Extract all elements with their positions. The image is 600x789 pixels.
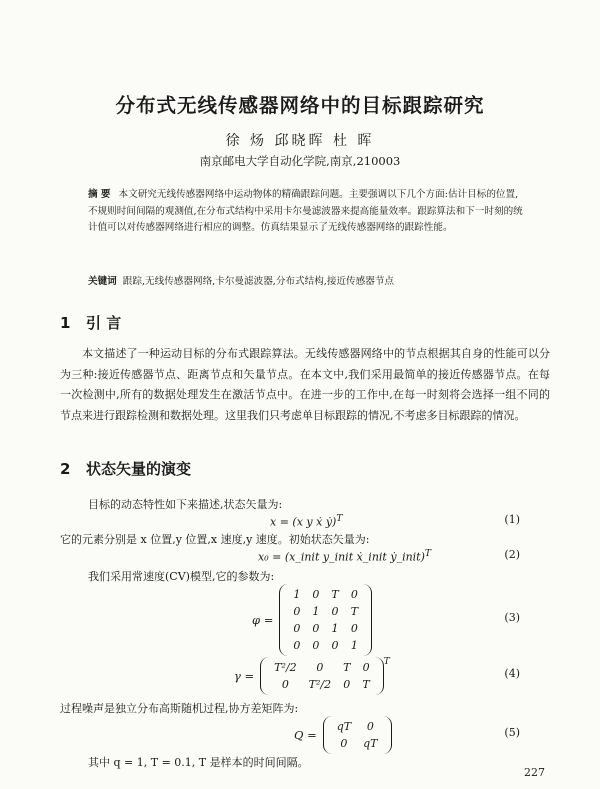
intro-paragraph: 本文描述了一种运动目标的分布式跟踪算法。无线传感器网络中的节点根据其自身的性能可以分为三种:接近传感器节点、距离节点和矢量节点。在本文中,我们采用最简单的接近传感器节点。在每一次检测中,所有的数据处理发生在激活节点中。在进一步的工作中,在每一时刻将会选择一组不同的节点来进行跟踪检测和数据处理。这里我们只考虑单目标跟踪的情况,不考虑多目标跟踪的情况。: [60, 347, 550, 422]
section2-line-5: 其中 q = 1, T = 0.1, T 是样本的时间间隔。: [88, 756, 309, 769]
q-matrix: qT 0 0 qT: [323, 716, 392, 754]
phi-lhs: φ =: [252, 613, 274, 627]
section2-line-1: 目标的动态特性如下来描述,状态矢量为:: [88, 498, 283, 511]
abstract-text: 本文研究无线传感器网络中运动物体的精确跟踪问题。主要强调以下几个方面:估计目标的位置,不规则时间间隔的观测值,在分布式结构中采用卡尔曼滤波器来提高能量效率。跟踪算法和下一时刻的统计值可以对传感器网络进行相应的调整。仿真结果显示了无线传感器网络的跟踪性能。: [88, 189, 523, 233]
gamma-transpose: T: [383, 657, 390, 667]
equation-number-2: (2): [504, 548, 520, 561]
equation-number-1: (1): [504, 513, 520, 526]
phi-matrix: 1 0 T 0 0 1 0 T 0 0 1 0 0 0 0 1: [279, 584, 372, 656]
gamma-lhs: γ =: [234, 669, 255, 683]
page-number: 227: [524, 766, 545, 779]
section-number: 1: [60, 314, 71, 332]
section-heading-2: [60, 458, 191, 479]
section-heading-1: [60, 312, 121, 333]
q-lhs: Q =: [294, 728, 317, 742]
gamma-matrix: T²/2 0 T 0 0 T²/2 0 T: [260, 657, 384, 695]
equation-number-4: (4): [504, 667, 520, 680]
keywords-label: 关键词: [88, 276, 117, 287]
section2-line-2: 它的元素分别是 x 位置,y 位置,x 速度,y 速度。初始状态矢量为:: [60, 533, 370, 546]
section-number: 2: [60, 460, 71, 478]
abstract-label: 摘 要: [88, 189, 111, 200]
keywords-block: [88, 273, 528, 287]
paper-title: 分布式无线传感器网络中的目标跟踪研究: [115, 94, 485, 117]
equation-3: [252, 584, 372, 656]
section2-line-3: 我们采用常速度(CV)模型,它的参数为:: [88, 570, 275, 583]
paper-affiliation: 南京邮电大学自动化学院,南京,210003: [199, 154, 401, 168]
section2-line-4: 过程噪声是独立分布高斯随机过程,协方差矩阵为:: [60, 702, 299, 715]
paper-authors: 徐 炀 邱晓晖 杜 晖: [225, 133, 375, 149]
equation-4: [234, 657, 390, 695]
abstract-block: [88, 187, 526, 237]
section-title: 状态矢量的演变: [86, 460, 192, 478]
keywords-text: 跟踪,无线传感器网络,卡尔曼滤波器,分布式结构,接近传感器节点: [122, 276, 395, 287]
equation-number-3: (3): [504, 611, 520, 624]
equation-1: x = (x y ẋ ẏ)$^T$: [270, 513, 343, 529]
equation-2: x₀ = (x_init y_init ẋ_init ẏ_init)$^T$: [258, 548, 432, 564]
equation-number-5: (5): [504, 726, 520, 739]
section-title: 引 言: [86, 314, 122, 332]
equation-5: [294, 716, 392, 754]
